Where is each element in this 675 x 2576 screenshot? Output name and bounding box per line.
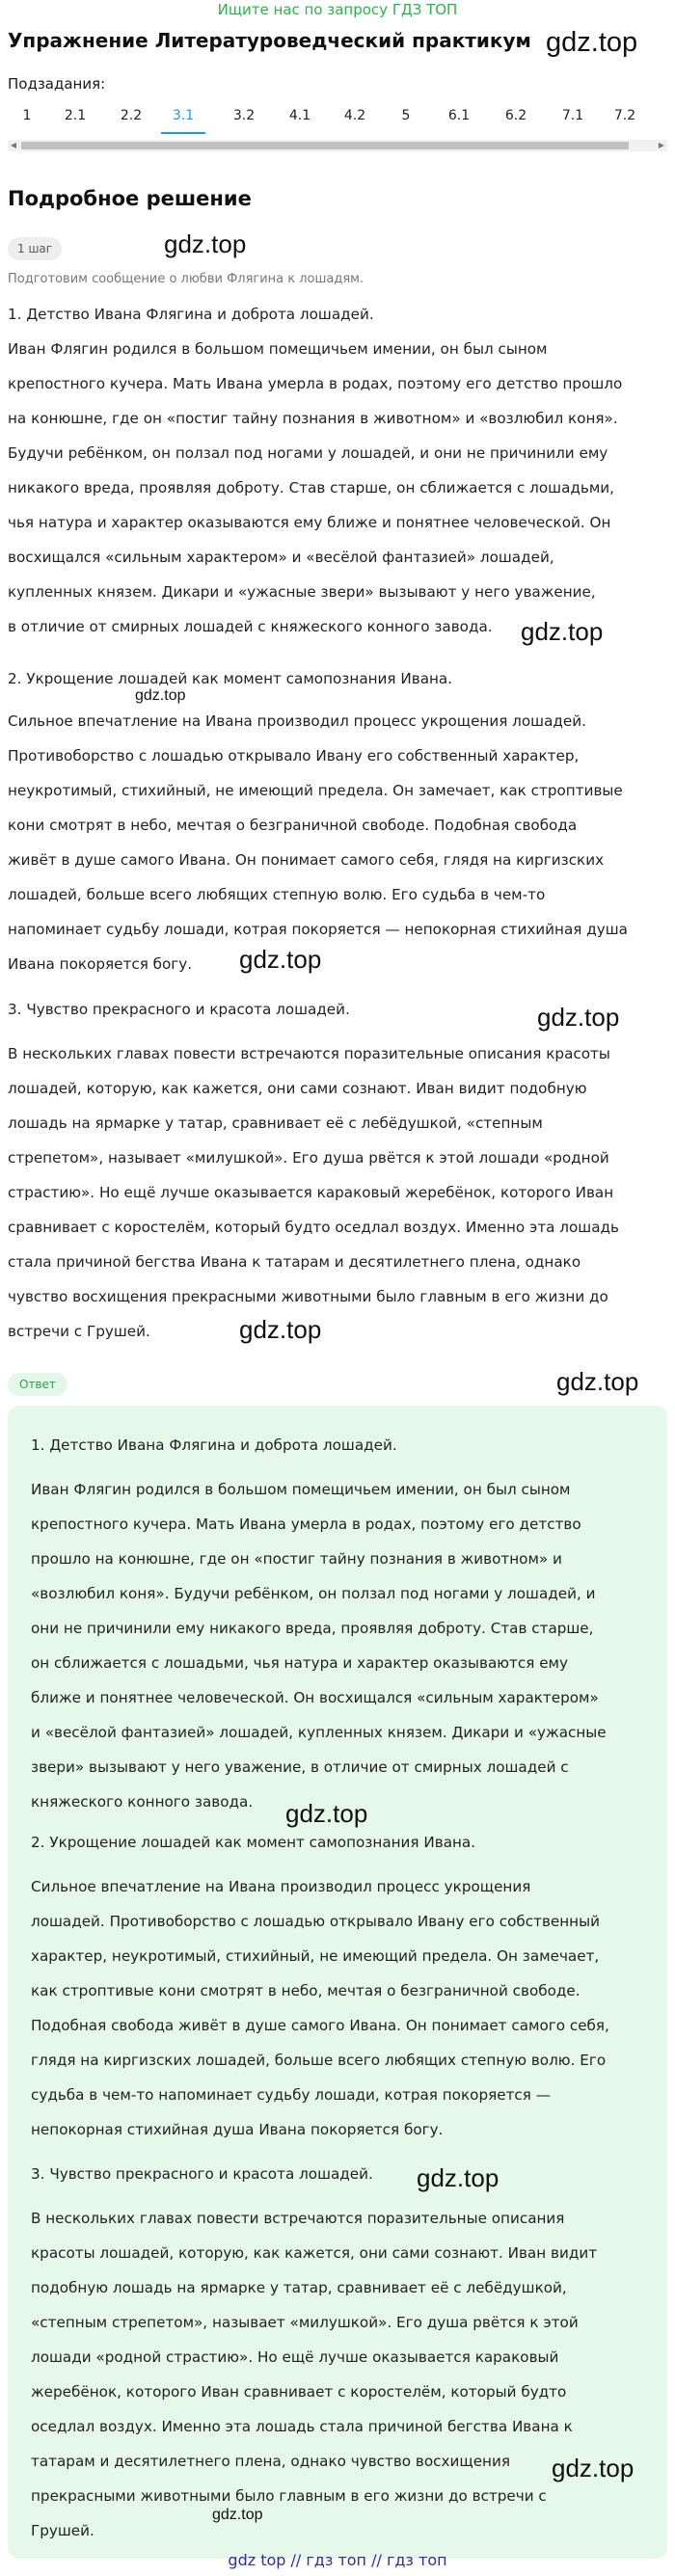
text-line: и «весёлой фантазией» лошадей, купленных князем. Дикари и «ужасные xyxy=(31,1724,607,1741)
text-line: характер, неукротимый, стихийный, не имеющий предела. Он замечает, xyxy=(31,1947,600,1965)
watermark: gdz.top xyxy=(164,229,247,258)
text-line: стрепетом», называет «милушкой». Его душа рвётся к этой лошади «родной xyxy=(8,1149,609,1167)
tab-subtask-6-2[interactable]: 6.2 xyxy=(504,108,527,123)
text-line: в отличие от смирных лошадей с княжеского конного завода. xyxy=(8,618,493,635)
text-line: Иван Флягин родился в большом помещичьем имении, он был сыном xyxy=(31,1481,571,1498)
search-banner[interactable]: Ищите нас по запросу ГДЗ ТОП xyxy=(217,1,458,18)
text-line: крепостного кучера. Мать Ивана умерла в родах, поэтому его детство xyxy=(31,1516,581,1533)
answer-paragraph-3 xyxy=(31,2201,654,2548)
solution-heading-3: 3. Чувство прекрасного и красота лошадей. xyxy=(8,1001,350,1018)
solution-heading-2: 2. Укрощение лошадей как момент самопознания Ивана. xyxy=(8,670,453,687)
text-line: страстию». Но ещё лучше оказывается караковый жеребёнок, которого Иван xyxy=(8,1184,614,1201)
tab-subtask-4-2[interactable]: 4.2 xyxy=(343,108,366,123)
text-line: Иван Флягин родился в большом помещичьем имении, он был сыном xyxy=(8,340,548,358)
step-badge: 1 шаг xyxy=(8,237,62,260)
tab-subtask-4-1[interactable]: 4.1 xyxy=(288,108,311,123)
text-line: лошади «родной страстию». Но ещё лучше оказывается караковый xyxy=(31,2348,559,2366)
text-line: ближе и понятнее человеческой. Он восхищался «сильным характером» xyxy=(31,1689,599,1706)
text-line: татарам и десятилетнего плена, однако чувство восхищения xyxy=(31,2453,510,2470)
text-line: непокорная стихийная душа Ивана покоряется богу. xyxy=(31,2121,444,2138)
text-line: Сильное впечатление на Ивана производил процесс укрощения xyxy=(31,1878,531,1895)
text-line: сравнивает с коростелём, который будто оседлал воздух. Именно эта лошадь xyxy=(8,1219,619,1236)
answer-paragraph-1 xyxy=(31,1472,654,1819)
text-line: никакого вреда, проявляя доброту. Став старше, он сближается с лошадьми, xyxy=(8,479,614,496)
tab-subtask-7-1[interactable]: 7.1 xyxy=(561,108,584,123)
watermark: gdz.top xyxy=(537,1003,620,1032)
answer-heading-2: 2. Укрощение лошадей как момент самопознания Ивана. xyxy=(31,1834,476,1851)
watermark: gdz.top xyxy=(556,1367,639,1396)
text-line: оседлал воздух. Именно эта лошадь стала причиной бегства Ивана к xyxy=(31,2418,573,2435)
answer-heading-3: 3. Чувство прекрасного и красота лошадей. xyxy=(31,2165,373,2183)
answer-paragraph-2 xyxy=(31,1869,654,2147)
active-tab-indicator xyxy=(161,132,205,134)
tabs-scrollbar[interactable] xyxy=(8,140,667,151)
text-line: он сближается с лошадьми, чья натура и характер оказываются ему xyxy=(31,1654,568,1672)
text-line: неукротимый, стихийный, не имеющий предела. Он замечает, как строптивые xyxy=(8,782,623,799)
text-line: «возлюбил коня». Будучи ребёнком, он ползал под ногами у лошадей, и xyxy=(31,1585,596,1602)
tab-subtask-3-2[interactable]: 3.2 xyxy=(232,108,256,123)
text-line: Будучи ребёнком, он ползал под ногами у лошадей, и они не причинили ему xyxy=(8,444,608,462)
watermark: gdz.top xyxy=(135,687,186,704)
solution-paragraph-2 xyxy=(8,704,667,981)
text-line: В нескольких главах повести встречаются поразительные описания xyxy=(31,2210,565,2227)
watermark: gdz.top xyxy=(521,617,604,646)
text-line: как строптивые кони смотрят в небо, мечтая о безграничной свободе. xyxy=(31,1982,580,1999)
text-line: стала причиной бегства Ивана к татарам и десятилетнего плена, однако xyxy=(8,1253,581,1271)
watermark: gdz.top xyxy=(239,1315,322,1344)
text-line: подобную лошадь на ярмарке у татар, сравнивает её с лебёдушкой, xyxy=(31,2279,567,2296)
tab-subtask-2-1[interactable]: 2.1 xyxy=(64,108,87,123)
text-line: звери» вызывают у него уважение, в отличие от смирных лошадей с xyxy=(31,1758,569,1776)
text-line: прошло на конюшне, где он «постиг тайну познания в животном» и xyxy=(31,1550,562,1568)
text-line: лошадь на ярмарке у татар, сравнивает её с лебёдушкой, «степным xyxy=(8,1114,543,1132)
scrollbar-thumb[interactable] xyxy=(21,142,629,149)
text-line: прекрасными животными было главным в его жизни до встречи с xyxy=(31,2487,547,2505)
text-line: лошадей, которую, как кажется, они сами сознают. Иван видит подобную xyxy=(8,1080,587,1097)
answer-heading-1: 1. Детство Ивана Флягина и доброта лошадей. xyxy=(31,1436,397,1454)
text-line: лошадей, больше всего любящих степную волю. Его судьба в чем-то xyxy=(8,886,546,903)
text-line: княжеского конного завода. xyxy=(31,1793,254,1811)
text-line: красоты лошадей, которую, как кажется, они сами сознают. Иван видит xyxy=(31,2244,598,2262)
tab-subtask-2-2[interactable]: 2.2 xyxy=(120,108,143,123)
text-line: лошадей. Противоборство с лошадью открывало Ивану его собственный xyxy=(31,1913,600,1930)
exercise-title: Упражнение Литературоведческий практикум xyxy=(8,29,531,52)
text-line: восхищался «сильным характером» и «весёлой фантазией» лошадей, xyxy=(8,549,554,566)
text-line: купленных князем. Дикари и «ужасные звери» вызывают у него уважение, xyxy=(8,583,596,601)
watermark: gdz.top xyxy=(239,945,322,974)
solution-paragraph-1 xyxy=(8,332,667,644)
scroll-left-arrow-icon[interactable]: ◀ xyxy=(10,141,17,149)
text-line: судьба в чем-то напоминает судьбу лошади, котрая покоряется — xyxy=(31,2086,551,2104)
footer-links[interactable]: gdz top // гдз топ // гдз топ xyxy=(228,2551,447,2569)
text-line: живёт в душе самого Ивана. Он понимает самого себя, глядя на киргизских xyxy=(8,851,605,869)
solution-paragraph-3 xyxy=(8,1036,667,1349)
watermark: gdz.top xyxy=(212,2507,263,2523)
watermark: gdz.top xyxy=(285,1799,368,1828)
watermark: gdz.top xyxy=(417,2163,500,2192)
text-line: Ивана покоряется богу. xyxy=(8,955,193,973)
text-line: В нескольких главах повести встречаются поразительные описания красоты xyxy=(8,1045,610,1062)
text-line: они не причинили ему никакого вреда, проявляя доброту. Став старше, xyxy=(31,1620,594,1637)
text-line: кони смотрят в небо, мечтая о безграничной свободе. Подобная свобода xyxy=(8,817,578,834)
text-line: Противоборство с лошадью открывало Ивану его собственный характер, xyxy=(8,747,580,765)
subtasks-label: Подзадания: xyxy=(8,75,106,93)
text-line: жеребёнок, которого Иван сравнивает с коростелём, который будто xyxy=(31,2383,567,2401)
subtask-tabs xyxy=(8,106,667,129)
text-line: Грушей. xyxy=(31,2522,94,2539)
text-line: «степным стрепетом», называет «милушкой». Его душа рвётся к этой xyxy=(31,2314,579,2331)
text-line: напоминает судьбу лошади, котрая покоряется — непокорная стихийная душа xyxy=(8,921,628,938)
tab-subtask-6-1[interactable]: 6.1 xyxy=(447,108,471,123)
tab-subtask-1[interactable]: 1 xyxy=(22,108,32,123)
text-line: на конюшне, где он «постиг тайну познания в животном» и «возлюбил коня». xyxy=(8,410,618,427)
step-note: Подготовим сообщение о любви Флягина к лошадям. xyxy=(8,272,364,286)
text-line: чья натура и характер оказываются ему ближе и понятнее человеческой. Он xyxy=(8,514,611,531)
text-line: глядя на киргизских лошадей, больше всего любящих степную волю. Его xyxy=(31,2052,607,2069)
text-line: встречи с Грушей. xyxy=(8,1323,150,1340)
solution-heading-1: 1. Детство Ивана Флягина и доброта лошадей. xyxy=(8,306,374,323)
watermark: gdz.top xyxy=(546,27,638,58)
solution-title: Подробное решение xyxy=(8,187,252,210)
tab-subtask-5[interactable]: 5 xyxy=(401,108,411,123)
text-line: крепостного кучера. Мать Ивана умерла в родах, поэтому его детство прошло xyxy=(8,375,623,392)
scroll-right-arrow-icon[interactable]: ▶ xyxy=(658,141,665,149)
tab-subtask-3-1[interactable]: 3.1 xyxy=(172,108,195,123)
text-line: Подобная свобода живёт в душе самого Ивана. Он понимает самого себя, xyxy=(31,2017,609,2034)
tab-subtask-7-2[interactable]: 7.2 xyxy=(613,108,636,123)
text-line: Сильное впечатление на Ивана производил процесс укрощения лошадей. xyxy=(8,712,586,730)
watermark: gdz.top xyxy=(552,2454,634,2482)
text-line: чувство восхищения прекрасными животными было главным в его жизни до xyxy=(8,1288,608,1305)
answer-badge: Ответ xyxy=(8,1373,68,1396)
